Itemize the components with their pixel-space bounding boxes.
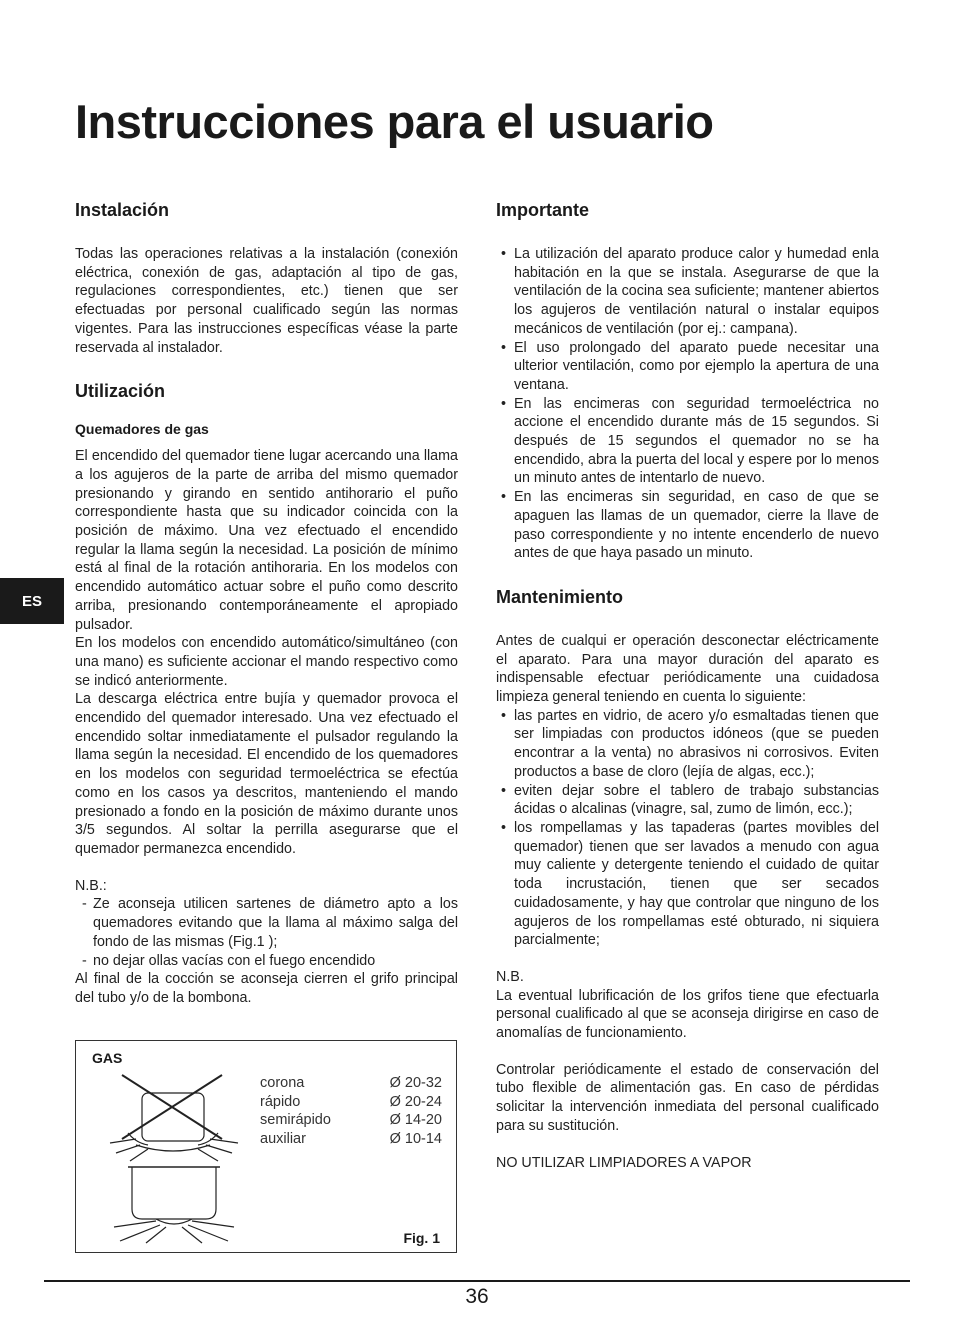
burner-diameter: Ø 10-14 [389, 1131, 442, 1148]
maintenance-hose-text: Controlar periódicamente el estado de conservación del tubo flexible de alimentación gas. En caso de pérdidas solicitar la intervención inmediata del personal cualificado para su sustitución. [496, 1061, 879, 1134]
list-item: • las partes en vidrio, de acero y/o esmaltadas tienen que ser limpiadas con productos idóneos (que se pueden encontrar a la venta) no abrasivos ni corrosivos. Eviten productos a base de cloro (lejía de algas, ecc.); [496, 707, 879, 782]
footer-rule [44, 1280, 910, 1282]
list-item: • eviten dejar sobre el tablero de trabajo substancias ácidas o alcalinas (vinagre, sal, zumo de limón, ecc.); [496, 782, 879, 819]
table-row [260, 1074, 442, 1093]
list-item: • La utilización del aparato produce calor y humedad enla habitación en la que se instala. Asegurarse de que la ventilación de la cocina sea suficiente; mantener abiertos los agujeros de ventilación natural o instalar equipos mecánicos de ventilación (por ej.: campana). [496, 245, 879, 339]
figure-caption: Fig. 1 [403, 1230, 440, 1246]
burner-diameter-table [260, 1074, 442, 1149]
list-item: • El uso prolongado del aparato puede necesitar una ulterior ventilación, como por ejemplo la apertura de una ventana. [496, 339, 879, 395]
language-tab: ES [0, 578, 64, 624]
table-row [260, 1130, 442, 1149]
table-row [260, 1093, 442, 1112]
left-column [75, 200, 458, 1008]
list-item: - no dejar ollas vacías con el fuego encendido [75, 952, 458, 971]
installation-heading: Instalación [75, 200, 170, 220]
burner-name: corona [260, 1075, 305, 1091]
important-list [496, 245, 879, 563]
usage-closing: Al final de la cocción se aconseja cierren el grifo principal del tubo y/o de la bombona. [75, 971, 458, 1006]
usage-paragraph: La descarga eléctrica entre bujía y quemador provoca el encendido del quemador interesado. Una vez efectuado el encendido soltar inmediatamente el pulsador regulando la llama según la necesidad. El encendido de los quemadores en los modelos con seguridad termoeléctrica se efectúa como en los casos ya descritos, manteniendo el mando presionado a fondo en la posición de máximo durante unos 3/5 segundos. Al soltar la perrilla asegurarse que el quemador permanezca encendido. [75, 691, 458, 857]
figure-gas-label: GAS [92, 1050, 123, 1066]
burner-diameter: Ø 20-32 [389, 1075, 442, 1091]
nb-label: N.B.: [75, 877, 107, 894]
page-title: Instrucciones para el usuario [75, 95, 714, 148]
list-item: • los rompellamas y las tapaderas (partes movibles del quemador) tienen que ser lavados a menudo con agua muy caliente y detergente teniendo el cuidado de quitar toda incrustación, tienen que ser secados cuidadosamente, y hay que controlar que ninguno de los agujeros de los rompellamas esté obturado, ni siquiera parcialmente; [496, 819, 879, 950]
burner-name: semirápido [260, 1112, 331, 1129]
maintenance-heading: Mantenimiento [496, 586, 624, 607]
usage-paragraph: El encendido del quemador tiene lugar acercando una llama a los agujeros de la parte de arriba del mismo quemador presionando y girando en sentido antihorario el puño correspondiente hasta que su indicador coincida con la posición de máximo. Una vez efectuado el encendido regular la llama según la necesidad. La posición de mínimo está al final de la rotación antihoraria. En los modelos con encendido automático actuar sobre el puño como descrito arriba, presionando contemporáneamente el apropiado pulsador. [75, 448, 458, 633]
installation-text: Todas las operaciones relativas a la instalación (conexión eléctrica, conexión de gas, adaptación al tipo de gas, regulaciones correspondientes, etc.) tienen que ser efectuadas por personal cualificado según las normas vigentes. Para las instrucciones específicas véase la parte reservada al instalador. [75, 246, 458, 356]
important-heading: Importante [496, 200, 590, 220]
maintenance-list [496, 707, 879, 950]
table-row [260, 1111, 442, 1130]
pan-on-burner-illustration [106, 1071, 246, 1246]
burner-name: auxiliar [260, 1131, 306, 1148]
page-number: 36 [465, 1285, 489, 1308]
figure-burners [75, 1040, 457, 1253]
maintenance-warning: NO UTILIZAR LIMPIADORES A VAPOR [496, 1154, 752, 1171]
maintenance-nb-label: N.B. [496, 968, 524, 985]
gas-burners-subheading: Quemadores de gas [75, 421, 209, 438]
burner-diameter: Ø 14-20 [389, 1112, 442, 1129]
maintenance-intro: Antes de cualqui er operación desconectar eléctricamente el aparato. Para una mayor duración del aparato es indispensable efectuar periódicamente una cuidadosa limpieza general teniendo en cuenta lo siguiente: [496, 632, 879, 706]
right-column [496, 200, 879, 1172]
list-item: - Ze aconseja utilicen sartenes de diámetro apto a los quemadores evitando que la llama al máximo salga del fondo de las mismas (Fig.1 ); [75, 895, 458, 951]
burner-name: rápido [260, 1093, 301, 1110]
burner-diameter: Ø 20-24 [389, 1093, 442, 1110]
list-item: • En las encimeras sin seguridad, en caso de que se apaguen las llamas de un quemador, cierre la llave de paso correspondiente y no intente encenderlo de nuevo antes de que haya pasado un minuto. [496, 488, 879, 563]
usage-paragraph: En los modelos con encendido automático/simultáneo (con una mano) es suficiente accionar el mando respectivo como se indicó anteriormente. [75, 635, 458, 689]
usage-heading: Utilización [75, 381, 166, 402]
list-item: • En las encimeras con seguridad termoeléctrica no accione el encendido durante más de 15 segundos. Si después de 15 segundos el quemador no se ha encendido, abra la puerta del local y espere por lo menos un minuto antes de intentarlo de nuevo. [496, 395, 879, 489]
maintenance-nb-text: La eventual lubrificación de los grifos tiene que efectuarla personal cualificado al que se aconseja dirigirse en caso de anomalías de funcionamiento. [496, 987, 879, 1042]
nb-list [75, 895, 458, 970]
